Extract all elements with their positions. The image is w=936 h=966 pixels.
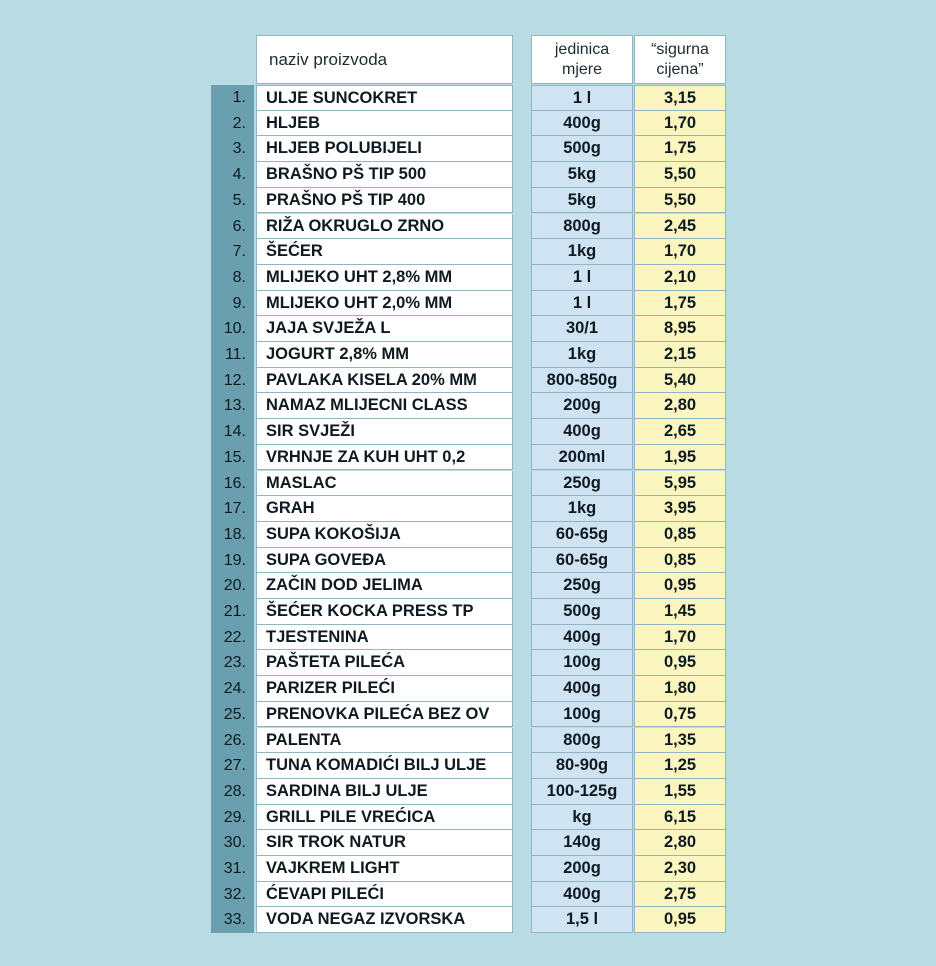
row-number: 25.: [223, 705, 246, 723]
safe-price: 0,85: [634, 548, 726, 574]
product-name: PRAŠNO PŠ TIP 400: [256, 188, 513, 214]
product-name: HLJEB POLUBIJELI: [256, 136, 513, 162]
row-number: 33.: [223, 911, 246, 929]
unit-of-measure: 800g: [531, 728, 633, 754]
safe-price: 0,95: [634, 573, 726, 599]
product-name: VRHNJE ZA KUH UHT 0,2: [256, 445, 513, 471]
product-name: GRAH: [256, 496, 513, 522]
header-product-name-label: naziv proizvoda: [269, 50, 388, 69]
safe-price: 8,95: [634, 316, 726, 342]
row-number: 11.: [224, 346, 246, 363]
product-name: ŠEĆER: [256, 239, 513, 265]
header-safe-price: [634, 35, 726, 84]
row-number: 9.: [232, 294, 246, 312]
unit-of-measure: 500g: [531, 599, 633, 625]
safe-price: 0,95: [634, 650, 726, 676]
unit-of-measure: 500g: [531, 136, 633, 162]
product-name: ULJE SUNCOKRET: [256, 85, 513, 111]
row-number: 5.: [232, 191, 246, 209]
safe-price: 5,95: [634, 471, 726, 497]
header-unit: [531, 35, 633, 84]
safe-price: 1,70: [634, 239, 726, 265]
safe-price: 0,85: [634, 522, 726, 548]
safe-price: 1,95: [634, 445, 726, 471]
row-number: 19.: [223, 551, 246, 569]
row-number: 21.: [223, 603, 246, 620]
unit-of-measure: 80-90g: [531, 753, 633, 779]
unit-of-measure: 1kg: [531, 342, 633, 368]
product-name: ZAČIN DOD JELIMA: [256, 573, 513, 599]
unit-of-measure: 400g: [531, 676, 633, 702]
product-name: TJESTENINA: [256, 625, 513, 651]
unit-of-measure: 60-65g: [531, 522, 633, 548]
safe-price: 1,25: [634, 753, 726, 779]
row-number: 17.: [223, 500, 246, 518]
unit-of-measure: 100g: [531, 702, 633, 728]
row-number: 4.: [232, 166, 246, 184]
row-number: 10.: [223, 320, 246, 338]
product-name: MLIJEKO UHT 2,8% MM: [256, 265, 513, 291]
row-number: 1.: [232, 89, 246, 106]
unit-of-measure: 200g: [531, 393, 633, 419]
safe-price: 2,75: [634, 882, 726, 908]
safe-price: 1,35: [634, 728, 726, 754]
product-name: PALENTA: [256, 728, 513, 754]
header-product-name: [256, 35, 513, 84]
product-name: ĆEVAPI PILEĆI: [256, 882, 513, 908]
product-name: GRILL PILE VREĆICA: [256, 805, 513, 831]
product-name: PAŠTETA PILEĆA: [256, 650, 513, 676]
row-number: 7.: [232, 243, 246, 261]
unit-of-measure: 200g: [531, 856, 633, 882]
product-name: MASLAC: [256, 471, 513, 497]
product-name: PRENOVKA PILEĆA BEZ OV: [256, 702, 513, 728]
product-name: PARIZER PILEĆI: [256, 676, 513, 702]
safe-price: 2,10: [634, 265, 726, 291]
product-name: SIR SVJEŽI: [256, 419, 513, 445]
unit-of-measure: 400g: [531, 882, 633, 908]
row-number: 20.: [223, 577, 246, 595]
unit-of-measure: 60-65g: [531, 548, 633, 574]
unit-of-measure: 250g: [531, 573, 633, 599]
row-number: 29.: [223, 808, 246, 826]
safe-price: 3,95: [634, 496, 726, 522]
product-name: SARDINA BILJ ULJE: [256, 779, 513, 805]
unit-of-measure: 140g: [531, 830, 633, 856]
row-number: 12.: [223, 371, 246, 389]
safe-price: 5,50: [634, 162, 726, 188]
safe-price: 1,70: [634, 625, 726, 651]
unit-of-measure: 100-125g: [531, 779, 633, 805]
safe-price: 3,15: [634, 85, 726, 111]
row-number: 32.: [223, 885, 246, 903]
row-number: 31.: [223, 860, 246, 877]
unit-of-measure: 1kg: [531, 239, 633, 265]
safe-price: 2,80: [634, 393, 726, 419]
product-name: SUPA GOVEĐA: [256, 548, 513, 574]
safe-price: 2,15: [634, 342, 726, 368]
header-unit-line1: jedinica: [554, 41, 610, 58]
row-number: 14.: [223, 423, 246, 441]
safe-price: 2,65: [634, 419, 726, 445]
unit-of-measure: 400g: [531, 625, 633, 651]
unit-of-measure: kg: [531, 805, 633, 831]
safe-price: 2,45: [634, 214, 726, 240]
row-number: 16.: [223, 474, 246, 492]
unit-of-measure: 200ml: [531, 445, 633, 471]
header-price-line2: cijena”: [656, 61, 704, 78]
product-name: ŠEĆER KOCKA PRESS TP: [256, 599, 513, 625]
unit-of-measure: 800-850g: [531, 368, 633, 394]
product-name: VAJKREM LIGHT: [256, 856, 513, 882]
row-number: 23.: [223, 654, 246, 672]
unit-of-measure: 30/1: [531, 316, 633, 342]
unit-of-measure: 1 l: [531, 291, 633, 317]
row-number: 27.: [223, 757, 246, 775]
row-number: 30.: [223, 834, 246, 852]
unit-of-measure: 250g: [531, 471, 633, 497]
safe-price: 5,40: [634, 368, 726, 394]
safe-price: 1,75: [634, 291, 726, 317]
row-number: 15.: [223, 448, 246, 466]
row-number: 24.: [223, 680, 246, 698]
safe-price: 1,45: [634, 599, 726, 625]
unit-of-measure: 1kg: [531, 496, 633, 522]
row-number: 3.: [232, 140, 246, 158]
safe-price: 6,15: [634, 805, 726, 831]
safe-price: 5,50: [634, 188, 726, 214]
safe-price: 2,30: [634, 856, 726, 882]
safe-price: 1,55: [634, 779, 726, 805]
unit-of-measure: 1,5 l: [531, 907, 633, 933]
row-number: 22.: [223, 628, 246, 646]
product-name: NAMAZ MLIJECNI CLASS: [256, 393, 513, 419]
row-number: 28.: [223, 782, 246, 800]
product-name: MLIJEKO UHT 2,0% MM: [256, 291, 513, 317]
safe-price: 0,95: [634, 907, 726, 933]
unit-of-measure: 400g: [531, 419, 633, 445]
product-name: TUNA KOMADIĆI BILJ ULJE: [256, 753, 513, 779]
product-name: JOGURT 2,8% MM: [256, 342, 513, 368]
unit-of-measure: 1 l: [531, 85, 633, 111]
row-number: 2.: [232, 114, 246, 132]
product-name: BRAŠNO PŠ TIP 500: [256, 162, 513, 188]
product-name: PAVLAKA KISELA 20% MM: [256, 368, 513, 394]
unit-of-measure: 5kg: [531, 188, 633, 214]
product-name: HLJEB: [256, 111, 513, 137]
product-name: VODA NEGAZ IZVORSKA: [256, 907, 513, 933]
safe-price: 0,75: [634, 702, 726, 728]
row-number: 8.: [232, 268, 246, 286]
row-number: 26.: [223, 731, 246, 749]
safe-price: 2,80: [634, 830, 726, 856]
unit-of-measure: 5kg: [531, 162, 633, 188]
unit-of-measure: 400g: [531, 111, 633, 137]
row-number: 13.: [223, 397, 246, 415]
row-number: 6.: [232, 217, 246, 235]
header-unit-line2: mjere: [561, 61, 602, 78]
header-price-line1: “sigurna: [651, 41, 709, 58]
product-name: JAJA SVJEŽA L: [256, 316, 513, 342]
product-name: SIR TROK NATUR: [256, 830, 513, 856]
product-name: RIŽA OKRUGLO ZRNO: [256, 214, 513, 240]
product-name: SUPA KOKOŠIJA: [256, 522, 513, 548]
safe-price: 1,80: [634, 676, 726, 702]
safe-price: 1,70: [634, 111, 726, 137]
unit-of-measure: 800g: [531, 214, 633, 240]
unit-of-measure: 100g: [531, 650, 633, 676]
safe-price: 1,75: [634, 136, 726, 162]
unit-of-measure: 1 l: [531, 265, 633, 291]
row-number: 18.: [223, 525, 246, 543]
